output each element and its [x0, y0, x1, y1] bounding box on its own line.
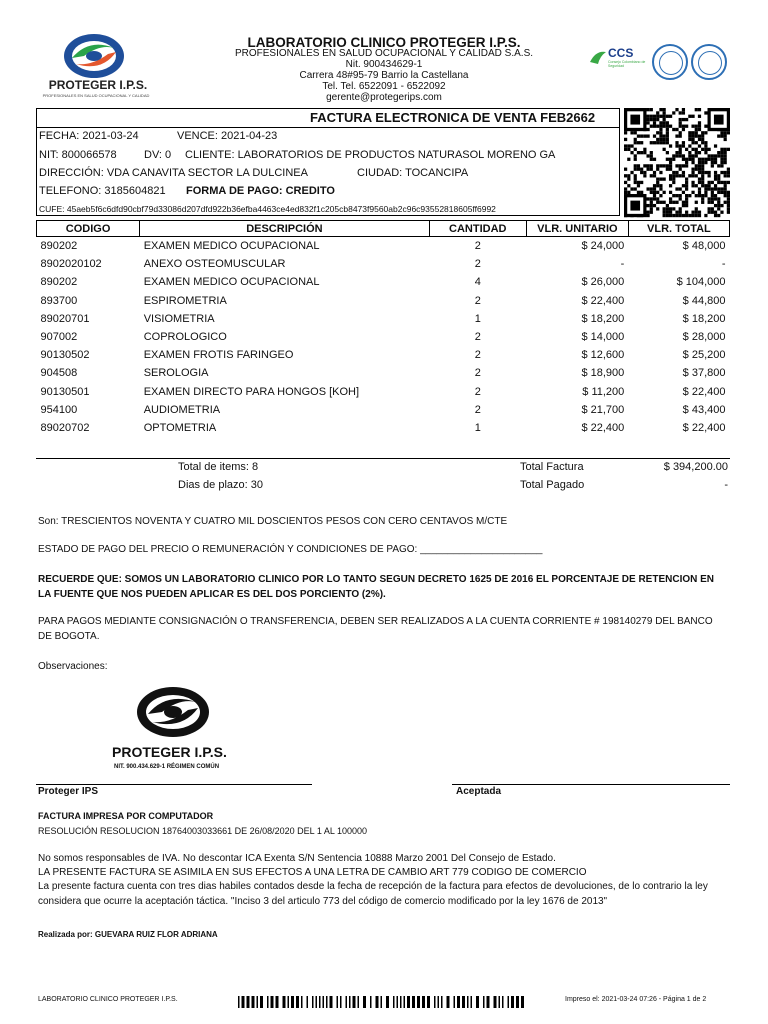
- footer-barcode: [238, 995, 528, 1007]
- total-pagado-value: -: [724, 479, 728, 491]
- ccs-tagline: Consejo Colombiano de Seguridad: [608, 60, 646, 68]
- total-factura-value: $ 394,200.00: [663, 461, 728, 473]
- ccs-text: CCS: [608, 46, 634, 60]
- cell-vlr-unitario: -: [620, 258, 625, 271]
- cell-descripcion: COPROLOGICO: [143, 331, 227, 344]
- cell-vlr-unitario: $ 22,400: [581, 421, 625, 434]
- vence: VENCE: 2021-04-23: [177, 130, 278, 142]
- cell-descripcion: OPTOMETRIA: [143, 421, 217, 434]
- impresa-computador: FACTURA IMPRESA POR COMPUTADOR: [38, 811, 214, 821]
- cell-vlr-unitario: $ 26,000: [581, 276, 625, 289]
- invoice-title: FACTURA ELECTRONICA DE VENTA FEB2662: [310, 110, 596, 125]
- table-row: [37, 237, 730, 256]
- cell-vlr-unitario: $ 18,200: [581, 312, 625, 325]
- cell-cantidad: 2: [474, 403, 481, 416]
- cell-descripcion: VISIOMETRIA: [143, 312, 215, 325]
- barcode-icon: [238, 996, 528, 1008]
- cell-codigo: 90130501: [40, 385, 90, 398]
- logo-text: PROTEGER I.P.S.: [48, 78, 148, 92]
- cell-codigo: 954100: [40, 403, 78, 416]
- table-row: [37, 401, 730, 419]
- observaciones: Observaciones:: [38, 661, 108, 672]
- legal-2: LA PRESENTE FACTURA SE ASIMILA EN SUS EFECTOS A UNA LETRA DE CAMBIO ART 779 CODIGO DE COMERCIO: [38, 867, 587, 878]
- title-divider: [36, 127, 620, 128]
- ciudad: CIUDAD: TOCANCIPA: [357, 167, 469, 179]
- cell-descripcion: EXAMEN MEDICO OCUPACIONAL: [143, 240, 320, 253]
- cell-codigo: 89020702: [40, 421, 90, 434]
- cell-vlr-unitario: $ 11,200: [582, 385, 625, 398]
- company-address: Carrera 48#95-79 Barrio la Castellana: [299, 70, 469, 81]
- signature-line-left: [36, 784, 312, 785]
- cell-cantidad: 4: [474, 276, 481, 289]
- son-text: Son: TRESCIENTOS NOVENTA Y CUATRO MIL DOSCIENTOS PESOS CON CERO CENTAVOS M/CTE: [38, 516, 508, 527]
- company-email: gerente@protegerips.com: [326, 92, 442, 103]
- estado-pago: ESTADO DE PAGO DEL PRECIO O REMUNERACIÓN Y CONDICIONES DE PAGO: ______________________: [38, 544, 543, 555]
- ccs-seal-1-icon: [652, 44, 688, 80]
- fecha: FECHA: 2021-03-24: [39, 130, 139, 142]
- firma-left: Proteger IPS: [38, 786, 99, 797]
- cell-cantidad: 2: [474, 331, 481, 344]
- cell-codigo: 904508: [40, 367, 78, 380]
- legal-1: No somos responsables de IVA. No descontar ICA Exenta S/N Sentencia 10888 Marzo 2001 Del Consejo de Estado.: [38, 853, 556, 864]
- table-row: [37, 273, 730, 291]
- cell-vlr-total: $ 37,800: [682, 367, 726, 380]
- legal-3: La presente factura cuenta con tres dias habiles contados desde la fecha de recepción de la factura para efectos de devoluciones, de lo contrario la ley considera que ocurre la aceptación táctica. "Inciso 3 del articulo 773 del código de comercio modificado por la ley 1676 de 2013": [38, 881, 708, 907]
- cell-codigo: 90130502: [40, 349, 90, 362]
- ccs-logo: [588, 46, 648, 72]
- cell-vlr-total: $ 48,000: [682, 240, 726, 253]
- totals-divider: [36, 458, 730, 459]
- footer-right: Impreso el: 2021-03-24 07:26 - Página 1 de 2: [565, 996, 707, 1003]
- telefono: TELEFONO: 3185604821: [39, 185, 166, 197]
- cell-descripcion: EXAMEN FROTIS FARINGEO: [143, 349, 294, 362]
- table-row: [37, 310, 730, 328]
- total-items: Total de items: 8: [178, 461, 259, 473]
- cell-vlr-unitario: $ 12,600: [581, 349, 625, 362]
- company-subtitle: PROFESIONALES EN SALUD OCUPACIONAL Y CALIDAD S.A.S.: [234, 48, 534, 59]
- cell-descripcion: ESPIROMETRIA: [143, 294, 227, 307]
- company-phone: Tel. Tel. 6522091 - 6522092: [322, 81, 446, 92]
- resolucion: RESOLUCIÓN RESOLUCION 18764003033661 DE 26/08/2020 DEL 1 AL 100000: [38, 826, 368, 836]
- cell-vlr-unitario: $ 21,700: [581, 403, 625, 416]
- nit: NIT: 800066578: [39, 149, 117, 161]
- table-row: [37, 419, 730, 437]
- cell-codigo: 907002: [40, 331, 78, 344]
- table-row: [37, 328, 730, 346]
- cell-vlr-total: $ 43,400: [682, 403, 726, 416]
- table-row: [37, 292, 730, 310]
- stamp-nit: NIT. 900.434.629-1 RÉGIMEN COMÚN: [114, 764, 220, 770]
- cell-descripcion: ANEXO OSTEOMUSCULAR: [143, 258, 286, 271]
- cell-vlr-total: $ 104,000: [676, 276, 726, 289]
- ccs-seal-2-icon: [691, 44, 727, 80]
- dias-plazo: Dias de plazo: 30: [178, 479, 263, 491]
- cell-vlr-total: $ 28,000: [682, 331, 726, 344]
- header-codigo: CODIGO: [37, 221, 140, 237]
- header-vlr-unitario: VLR. UNITARIO: [526, 221, 628, 237]
- header-cantidad: CANTIDAD: [429, 221, 526, 237]
- cell-codigo: 8902020102: [40, 258, 102, 271]
- cell-cantidad: 2: [474, 240, 481, 253]
- table-header-row: [37, 221, 730, 237]
- signature-line-right: [452, 784, 730, 785]
- table-row: [37, 255, 730, 273]
- total-factura-label: Total Factura: [520, 461, 584, 473]
- cell-vlr-unitario: $ 14,000: [581, 331, 625, 344]
- header-descripcion: DESCRIPCIÓN: [140, 221, 429, 237]
- recuerde-notice: RECUERDE QUE: SOMOS UN LABORATORIO CLINICO POR LO TANTO SEGUN DECRETO 1625 DE 2016 EL PORCENTAJE DE RETENCION EN LA FUENTE QUE NOS PUEDEN APLICAR ES DEL DOS PORCIENTO (2%).: [38, 574, 715, 600]
- cell-vlr-total: $ 25,200: [682, 349, 726, 362]
- stamp-name: PROTEGER I.P.S.: [112, 744, 227, 760]
- items-table: [36, 220, 730, 437]
- cell-cantidad: 2: [474, 294, 481, 307]
- pagos-notice: PARA PAGOS MEDIANTE CONSIGNACIÓN O TRANSFERENCIA, DEBEN SER REALIZADOS A LA CUENTA CORRIENTE # 198140279 DEL BANCO DE BOGOTA.: [38, 616, 713, 642]
- realizada-por: Realizada por: GUEVARA RUIZ FLOR ADRIANA: [38, 930, 218, 939]
- firma-right: Aceptada: [456, 786, 502, 797]
- cell-codigo: 893700: [40, 294, 78, 307]
- table-row: [37, 383, 730, 401]
- cell-cantidad: 1: [474, 421, 481, 434]
- cliente: CLIENTE: LABORATORIOS DE PRODUCTOS NATURASOL MORENO GA: [185, 149, 556, 161]
- cufe: CUFE: 45aeb5f6c6dfd90cbf79d33086d207dfd922b36efba4463ce4ed832f1c205cb8473f9560ab2c96c93552818605ff6992: [39, 204, 496, 214]
- qr-code: [624, 108, 730, 218]
- cell-descripcion: EXAMEN DIRECTO PARA HONGOS [KOH]: [143, 385, 360, 398]
- cell-vlr-unitario: $ 18,900: [581, 367, 625, 380]
- cell-vlr-unitario: $ 22,400: [581, 294, 625, 307]
- cell-vlr-unitario: $ 24,000: [581, 240, 625, 253]
- cell-cantidad: 2: [474, 385, 481, 398]
- cell-vlr-total: $ 18,200: [682, 312, 726, 325]
- cell-descripcion: AUDIOMETRIA: [143, 403, 221, 416]
- cell-vlr-total: $ 22,400: [682, 385, 726, 398]
- company-nit: Nit. 900434629-1: [345, 59, 423, 70]
- direccion: DIRECCIÓN: VDA CANAVITA SECTOR LA DULCINEA: [39, 167, 308, 179]
- cell-descripcion: EXAMEN MEDICO OCUPACIONAL: [143, 276, 320, 289]
- cell-cantidad: 2: [474, 367, 481, 380]
- dv: DV: 0: [144, 149, 172, 161]
- cell-vlr-total: -: [721, 258, 726, 271]
- cell-cantidad: 2: [474, 258, 481, 271]
- forma-pago: FORMA DE PAGO: CREDITO: [186, 185, 335, 197]
- footer-left: LABORATORIO CLINICO PROTEGER I.P.S.: [38, 996, 178, 1003]
- cell-cantidad: 2: [474, 349, 481, 362]
- logo-tagline: PROFESIONALES EN SALUD OCUPACIONAL Y CALIDAD: [42, 93, 150, 98]
- cell-descripcion: SEROLOGIA: [143, 367, 209, 380]
- company-name: LABORATORIO CLINICO PROTEGER I.P.S.: [247, 35, 521, 50]
- total-pagado-label: Total Pagado: [520, 479, 585, 491]
- cell-codigo: 890202: [40, 240, 78, 253]
- cell-codigo: 890202: [40, 276, 78, 289]
- qr-code-icon: [624, 108, 730, 218]
- cell-codigo: 89020701: [40, 312, 90, 325]
- ccs-leaf-icon: [588, 48, 608, 68]
- stamp-logo-icon: [108, 684, 238, 744]
- cell-vlr-total: $ 44,800: [682, 294, 726, 307]
- table-row: [37, 346, 730, 364]
- cell-vlr-total: $ 22,400: [682, 421, 726, 434]
- cell-cantidad: 1: [474, 312, 481, 325]
- table-row: [37, 364, 730, 382]
- header-vlr-total: VLR. TOTAL: [628, 221, 729, 237]
- stamp: [108, 684, 238, 776]
